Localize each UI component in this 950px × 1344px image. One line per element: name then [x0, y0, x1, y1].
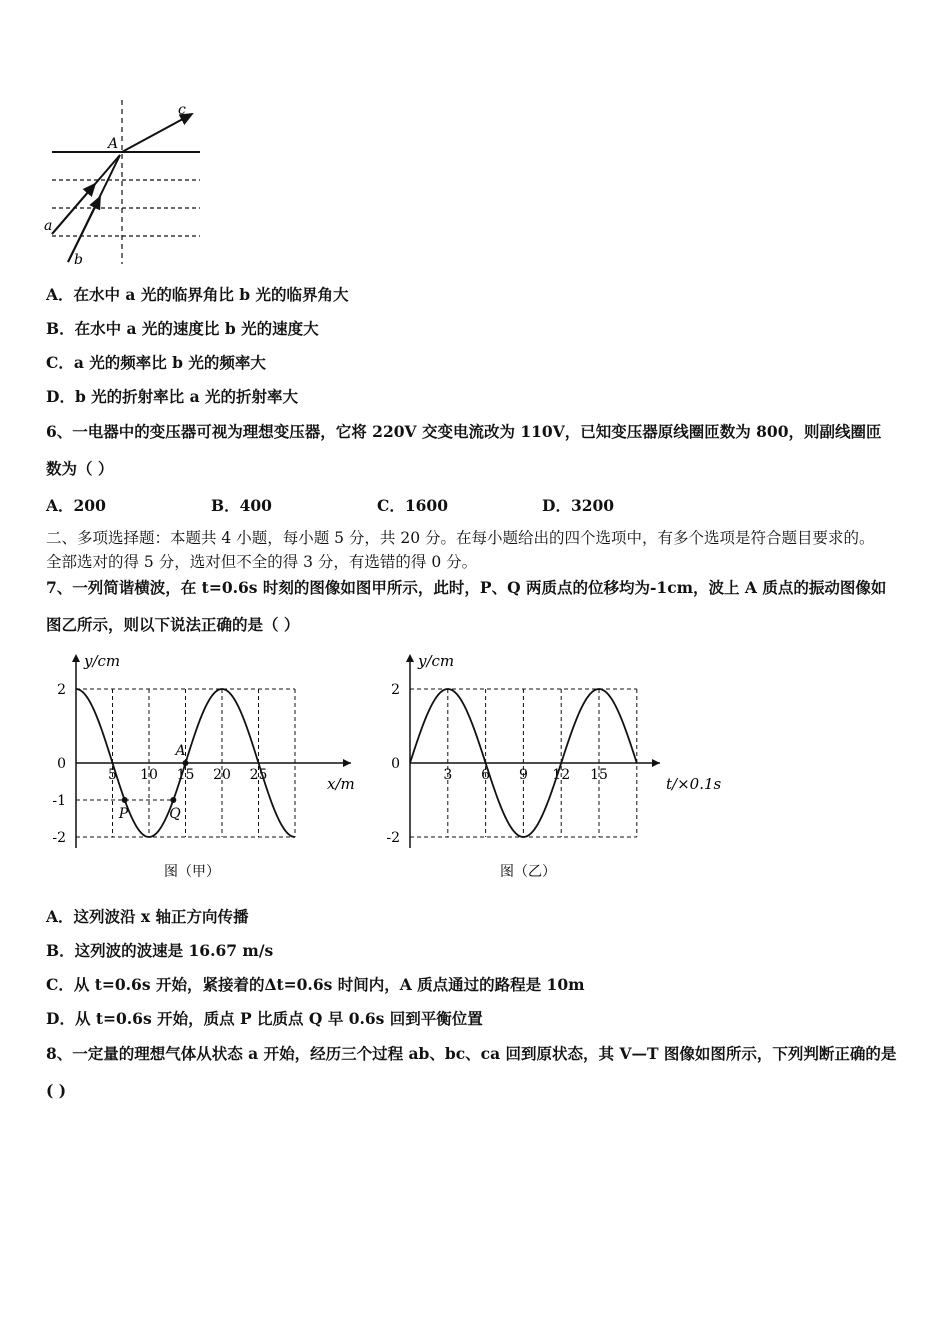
label-A: A	[108, 136, 119, 152]
q6-option-b: B．400	[211, 496, 272, 515]
section2-line1: 二、多项选择题：本题共 4 小题，每小题 5 分，共 20 分。在每小题给出的四个选项中，有多个选项是符合题目要求的。	[46, 529, 875, 547]
x-tick-label: 15	[176, 767, 195, 783]
y-axis-arrow	[406, 654, 414, 662]
y-tick-label: 2	[57, 682, 66, 698]
x-axis-arrow	[652, 759, 660, 767]
y-axis-arrow	[72, 654, 80, 662]
ray-a-arrow	[52, 184, 95, 234]
ray-b-arrow	[68, 197, 100, 262]
vibration-chart-yi	[380, 646, 730, 886]
x-axis-label: t/×0.1s	[666, 775, 722, 793]
chart-title: 图（乙）	[500, 864, 556, 880]
q5-option-b: B．在水中 a 光的速度比 b 光的速度大	[46, 319, 319, 338]
x-tick-label: 10	[140, 767, 158, 783]
x-tick-label: 20	[213, 767, 231, 783]
point-P	[122, 797, 128, 803]
y-tick-label: 2	[391, 682, 400, 698]
q6-option-d: D．3200	[542, 496, 615, 515]
y-tick-label: -1	[52, 793, 66, 809]
x-tick-label: 6	[481, 767, 491, 783]
q7-option-c: C．从 t=0.6s 开始，紧接着的Δt=0.6s 时间内，A 质点通过的路程是 10m	[46, 975, 585, 994]
x-tick-label: 9	[518, 767, 528, 783]
label-A: A	[175, 743, 186, 759]
q7-option-b: B．这列波的波速是 16.67 m/s	[46, 941, 274, 960]
x-tick-label: 5	[108, 767, 117, 783]
q7-option-a: A．这列波沿 x 轴正方向传播	[46, 907, 249, 926]
point-A	[183, 760, 189, 766]
q8-stem-line1: 8、一定量的理想气体从状态 a 开始，经历三个过程 ab、bc、ca 回到原状态，其 V—T 图像如图所示，下列判断正确的是	[46, 1044, 897, 1063]
q8-stem-line2: ( )	[46, 1081, 67, 1100]
wave-chart-jia	[46, 646, 376, 886]
q7-option-d: D．从 t=0.6s 开始，质点 P 比质点 Q 早 0.6s 回到平衡位置	[46, 1009, 483, 1028]
x-tick-label: 3	[443, 767, 453, 783]
label-a: a	[44, 218, 53, 234]
q5-option-c: C．a 光的频率比 b 光的频率大	[46, 353, 266, 372]
point-Q	[170, 797, 176, 803]
refraction-figure	[40, 98, 210, 268]
q7-stem-line2: 图乙所示，则以下说法正确的是（ ）	[46, 615, 300, 634]
x-axis-arrow	[343, 759, 351, 767]
x-axis-label: x/m	[327, 775, 355, 793]
x-tick-label: 25	[249, 767, 268, 783]
x-tick-label: 15	[590, 767, 608, 783]
y-axis-label: y/cm	[84, 652, 121, 670]
chart-title: 图（甲）	[164, 864, 220, 880]
label-Q: Q	[169, 806, 181, 822]
ray-c	[122, 114, 192, 152]
y-tick-label: 0	[391, 756, 400, 772]
y-axis-label: y/cm	[418, 652, 455, 670]
q6-stem-line2: 数为（ ）	[46, 459, 114, 478]
label-P: P	[118, 806, 129, 822]
y-tick-label: 0	[57, 756, 66, 772]
y-tick-label: -2	[52, 830, 66, 846]
section2-line2: 全部选对的得 5 分，选对但不全的得 3 分，有选错的得 0 分。	[46, 553, 478, 571]
x-tick-label: 12	[552, 767, 571, 783]
q5-option-d: D．b 光的折射率比 a 光的折射率大	[46, 387, 299, 406]
q6-option-c: C．1600	[377, 496, 448, 515]
q5-option-a: A．在水中 a 光的临界角比 b 光的临界角大	[46, 285, 349, 304]
label-c: c	[178, 102, 186, 118]
q7-stem-line1: 7、一列简谐横波，在 t=0.6s 时刻的图像如图甲所示，此时，P、Q 两质点的位移均为-1cm，波上 A 质点的振动图像如	[46, 578, 887, 597]
label-b: b	[74, 252, 83, 268]
y-tick-label: -2	[386, 830, 400, 846]
q6-stem-line1: 6、一电器中的变压器可视为理想变压器，它将 220V 交变电流改为 110V，已知变压器原线圈匝数为 800，则副线圈匝	[46, 422, 882, 441]
q6-option-a: A．200	[46, 496, 106, 515]
